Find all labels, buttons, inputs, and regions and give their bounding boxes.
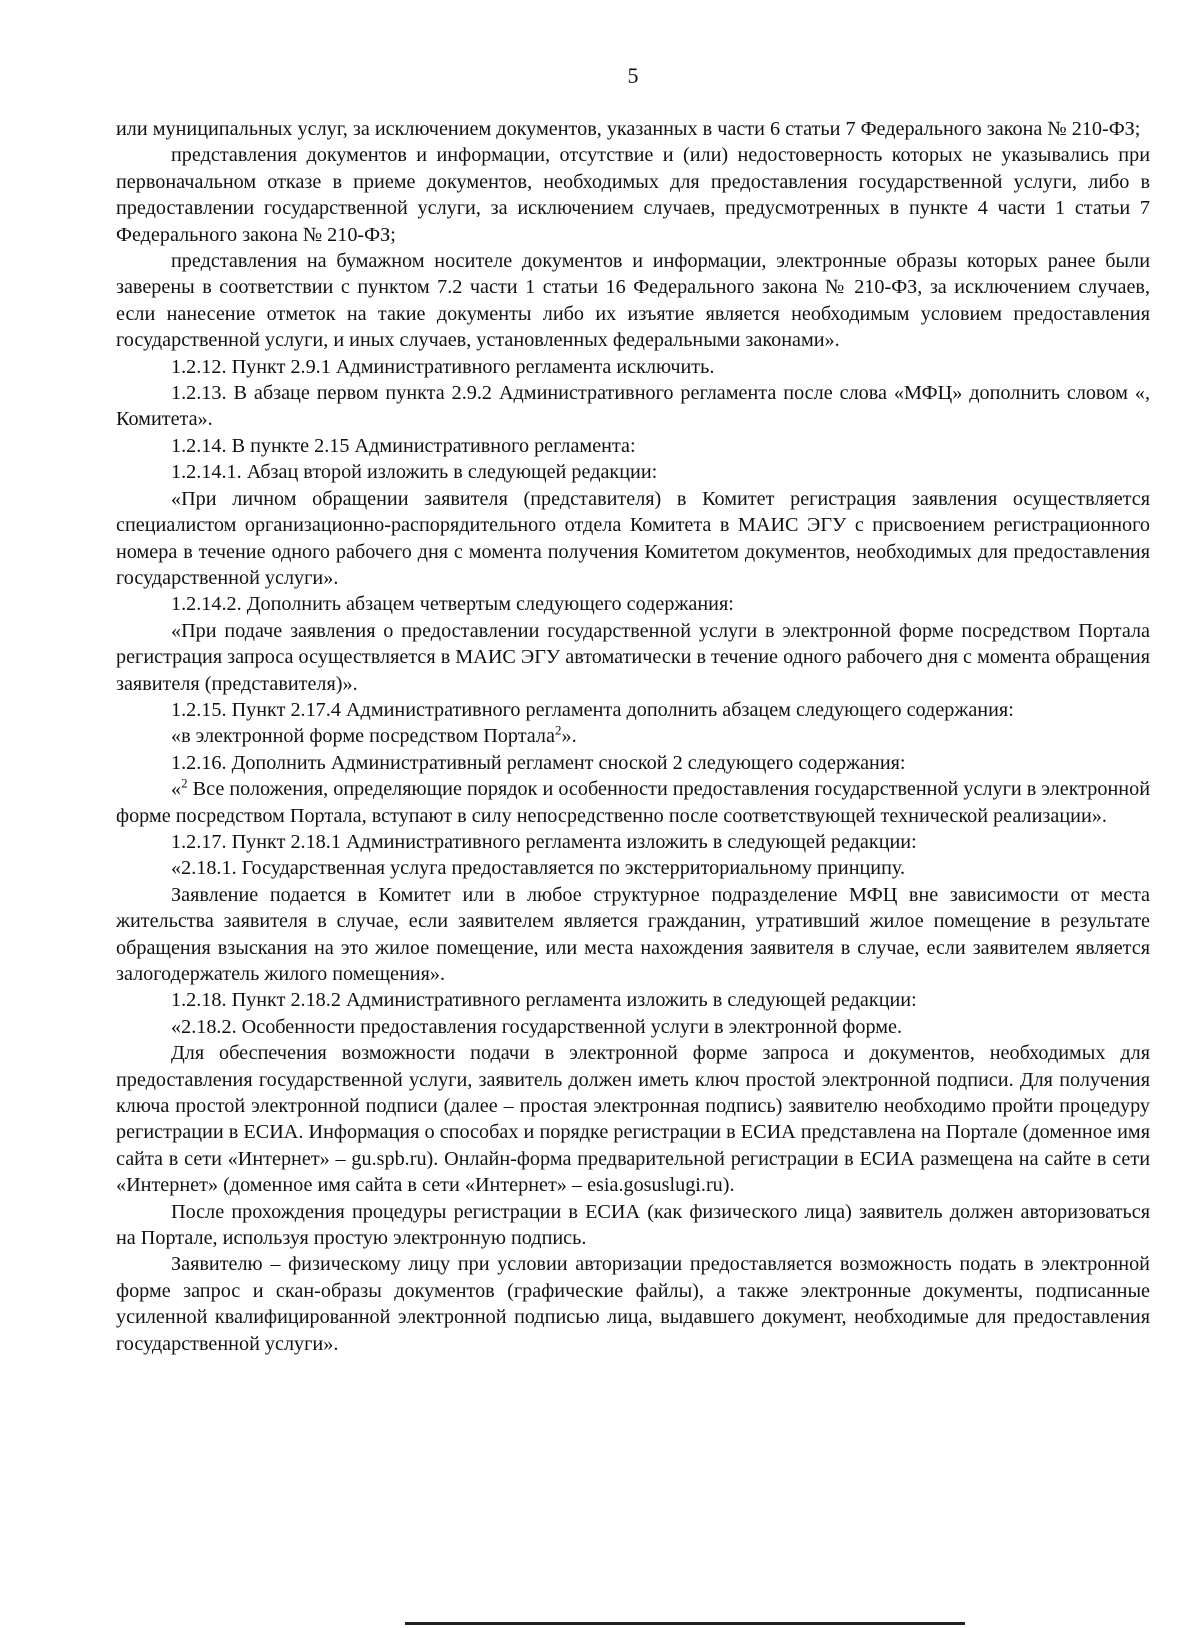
paragraph-text: 1.2.14.1. Абзац второй изложить в следующей редакции: (171, 461, 658, 484)
paragraph-text: Все положения, определяющие порядок и особенности предоставления государственной услуги в электронной форме посредством Портала, вступают в силу непосредственно после соответствующей технической реализации». (116, 778, 1150, 827)
paragraph-text: «в электронной форме посредством Портала (171, 725, 555, 748)
paragraph-text: 1.2.17. Пункт 2.18.1 Административного регламента изложить в следующей редакции: (171, 830, 917, 853)
paragraph-text: «2.18.2. Особенности предоставления государственной услуги в электронной форме. (171, 1015, 903, 1038)
paragraph-text: 1.2.14. В пункте 2.15 Административного регламента: (171, 434, 636, 457)
page-number: 5 (627, 63, 639, 88)
paragraph (116, 142, 1150, 248)
paragraph-text: «При подаче заявления о предоставлении государственной услуги в электронной форме посредством Портала регистрация запроса осуществляется в МАИС ЭГУ автоматически в течение одного рабочего дня с момента обращения заявителя (представителя)». (116, 619, 1150, 695)
paragraph-text: «2.18.1. Государственная услуга предоставляется по экстерриториальному принципу. (171, 857, 906, 880)
paragraph-text: «При личном обращении заявителя (представителя) в Комитет регистрация заявления осуществляется специалистом организационно-распорядительного отдела Комитета в МАИС ЭГУ с присвоением регистрационного номера в течение одного рабочего дня с момента получения Комитетом документов, необходимых для предоставления государственной услуги». (116, 487, 1150, 589)
paragraph-text: 1.2.15. Пункт 2.17.4 Административного регламента дополнить абзацем следующего содержания: (171, 698, 1014, 721)
paragraph (116, 1251, 1150, 1357)
paragraph (116, 1014, 1150, 1040)
paragraph (116, 591, 1150, 617)
paragraph (116, 248, 1150, 354)
paragraph-text: Заявителю – физическому лицу при условии авторизации предоставляется возможность подать в электронной форме запрос и скан-образы документов (графические файлы), а также электронные документы, подписанные усиленной квалифицированной электронной подписью лица, выдавшего документ, необходимые для предоставления государственной услуги». (116, 1253, 1150, 1355)
footnote-marker: 2 (181, 775, 188, 791)
paragraph (116, 723, 1150, 749)
paragraph (116, 116, 1150, 142)
paragraph (116, 829, 1150, 855)
paragraph-text: 1.2.12. Пункт 2.9.1 Административного регламента исключить. (171, 355, 715, 378)
paragraph-lead: « (171, 778, 182, 801)
paragraph-text: 1.2.18. Пункт 2.18.2 Административного регламента изложить в следующей редакции: (171, 989, 917, 1012)
paragraph (116, 618, 1150, 697)
paragraph-text: 1.2.16. Дополнить Административный регламент сноской 2 следующего содержания: (171, 751, 906, 774)
paragraph (116, 697, 1150, 723)
paragraph-text: После прохождения процедуры регистрации в ЕСИА (как физического лица) заявитель должен авторизоваться на Портале, используя простую электронную подпись. (116, 1200, 1150, 1250)
paragraph (116, 882, 1150, 988)
paragraph (116, 987, 1150, 1013)
paragraph-text: или муниципальных услуг, за исключением документов, указанных в части 6 статьи 7 Федерального закона № 210-ФЗ; (116, 118, 1141, 140)
paragraph (116, 380, 1150, 433)
footnote-marker: 2 (554, 722, 562, 738)
paragraph-text: 1.2.14.2. Дополнить абзацем четвертым следующего содержания: (171, 593, 734, 616)
paragraph-text: представления документов и информации, отсутствие и (или) недостоверность которых не указывались при первоначальном отказе в приеме документов, необходимых для предоставления государственной услуги, либо в предоставлении государственной услуги, за исключением случаев, предусмотренных в пункте 4 части 1 статьи 7 Федерального закона № 210-ФЗ; (116, 144, 1150, 246)
paragraph (116, 750, 1150, 776)
page-bottom-edge (405, 1622, 965, 1625)
paragraph (116, 776, 1150, 829)
paragraph-tail: ». (561, 725, 577, 748)
paragraph-text: представления на бумажном носителе документов и информации, электронные образы которых ранее были заверены в соответствии с пунктом 7.2 части 1 статьи 16 Федерального закона № 210-ФЗ, за исключением случаев, если нанесение отметок на такие документы либо их изъятие является необходимым условием предоставления государственной услуги, и иных случаев, установленных федеральными законами». (116, 250, 1150, 352)
paragraph (116, 433, 1150, 459)
paragraph (116, 354, 1150, 380)
paragraph-text: Для обеспечения возможности подачи в электронной форме запроса и документов, необходимых для предоставления государственной услуги, заявитель должен иметь ключ простой электронной подписи. Для получения ключа простой электронной подписи (далее – простая электронная подпись) заявителю необходимо пройти процедуру регистрации в ЕСИА. Информация о способах и порядке регистрации в ЕСИА представлена на Портале (доменное имя сайта в сети «Интернет» – gu.spb.ru). Онлайн-форма предварительной регистрации в ЕСИА размещена на сайте в сети «Интернет» (доменное имя сайта в сети «Интернет» – esia.gosuslugi.ru). (116, 1042, 1150, 1197)
paragraph (116, 1199, 1150, 1252)
paragraph (116, 1040, 1150, 1198)
paragraph (116, 459, 1150, 485)
paragraph-text: Заявление подается в Комитет или в любое структурное подразделение МФЦ вне зависимости от места жительства заявителя в случае, если заявителем является гражданин, утративший жилое помещение в результате обращения взыскания на это жилое помещение, или места нахождения заявителя в случае, если заявителем является залогодержатель жилого помещения». (116, 883, 1150, 985)
document-body (116, 116, 1150, 1357)
paragraph (116, 855, 1150, 881)
paragraph (116, 486, 1150, 592)
paragraph-text: 1.2.13. В абзаце первом пункта 2.9.2 Административного регламента после слова «МФЦ» дополнить словом «, Комитета». (116, 382, 1150, 431)
